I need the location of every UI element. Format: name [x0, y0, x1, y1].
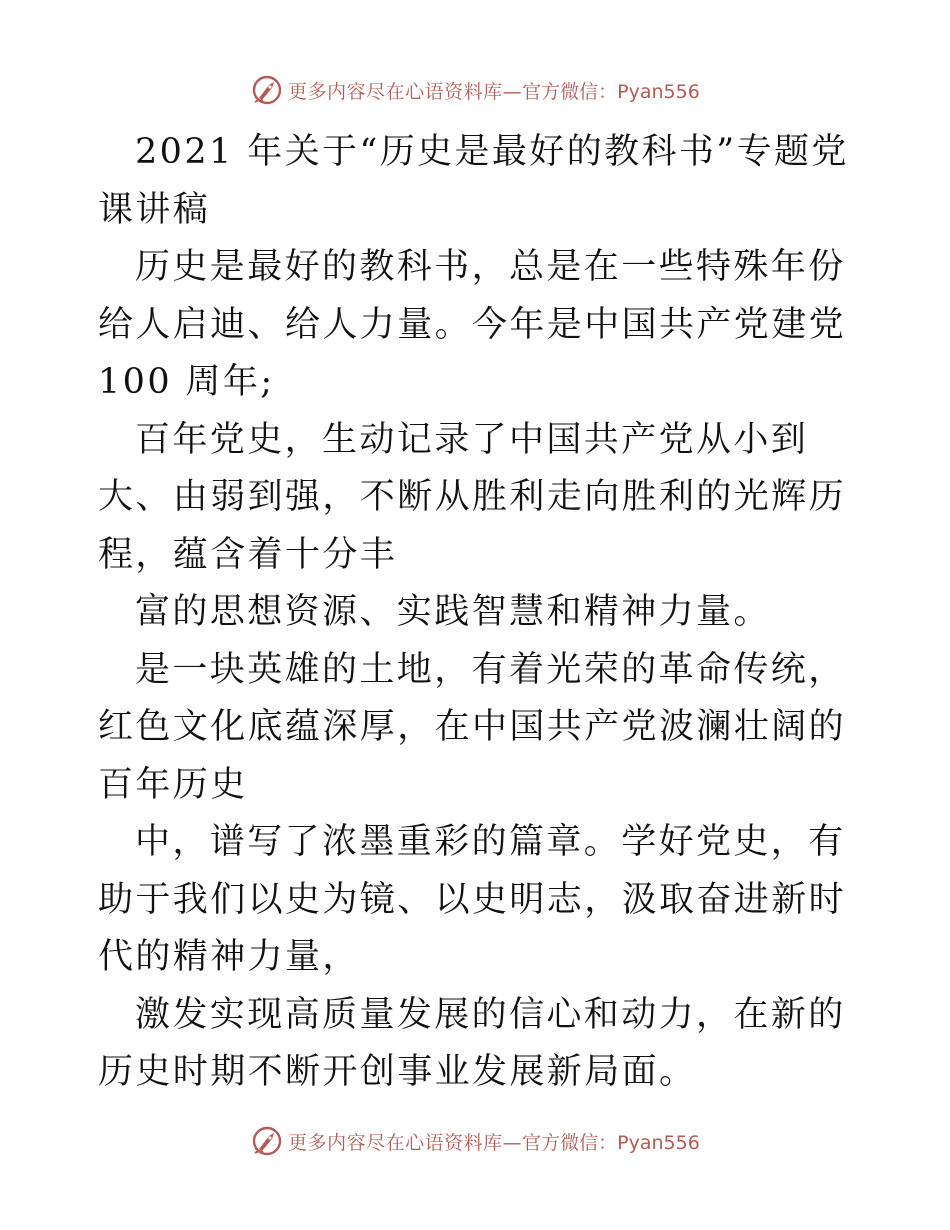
document-title: 2021 年关于“历史是最好的教科书”专题党课讲稿: [98, 132, 849, 230]
paragraph-1: 历史是最好的教科书，总是在一些特殊年份给人启迪、给人力量。今年是中国共产党建党 100 周年;: [98, 247, 847, 402]
paragraph-5: 中，谱写了浓墨重彩的篇章。学好党史，有助于我们以史为镜、以史明志，汲取奋进新时代的精神力量，: [98, 822, 847, 977]
paragraph-6: 激发实现高质量发展的信心和动力，在新的历史时期不断开创事业发展新局面。: [98, 994, 846, 1092]
header-promo-text: 更多内容尽在心语资料库—: [288, 80, 523, 103]
header-wechat-text: 官方微信：Pyan556: [522, 80, 700, 103]
paragraph-2: 百年党史，生动记录了中国共产党从小到大、由弱到强，不断从胜利走向胜利的光辉历程，蕴含着十分丰: [98, 419, 847, 575]
paragraph-3: 富的思想资源、实践智慧和精神力量。: [135, 592, 771, 632]
footer-wechat-text: 官方微信：Pyan556: [522, 1131, 700, 1154]
document-body: [98, 124, 858, 1102]
pen-nib-logo-icon: [250, 73, 284, 107]
pen-nib-logo-icon: [250, 1124, 284, 1158]
paragraph-4: 是一块英雄的土地，有着光荣的革命传统，红色文化底蕴深厚，在中国共产党波澜壮阔的百年历史: [98, 649, 847, 805]
footer-banner: [0, 1124, 950, 1158]
footer-promo-text: 更多内容尽在心语资料库—: [288, 1131, 523, 1154]
header-banner: [0, 73, 950, 107]
